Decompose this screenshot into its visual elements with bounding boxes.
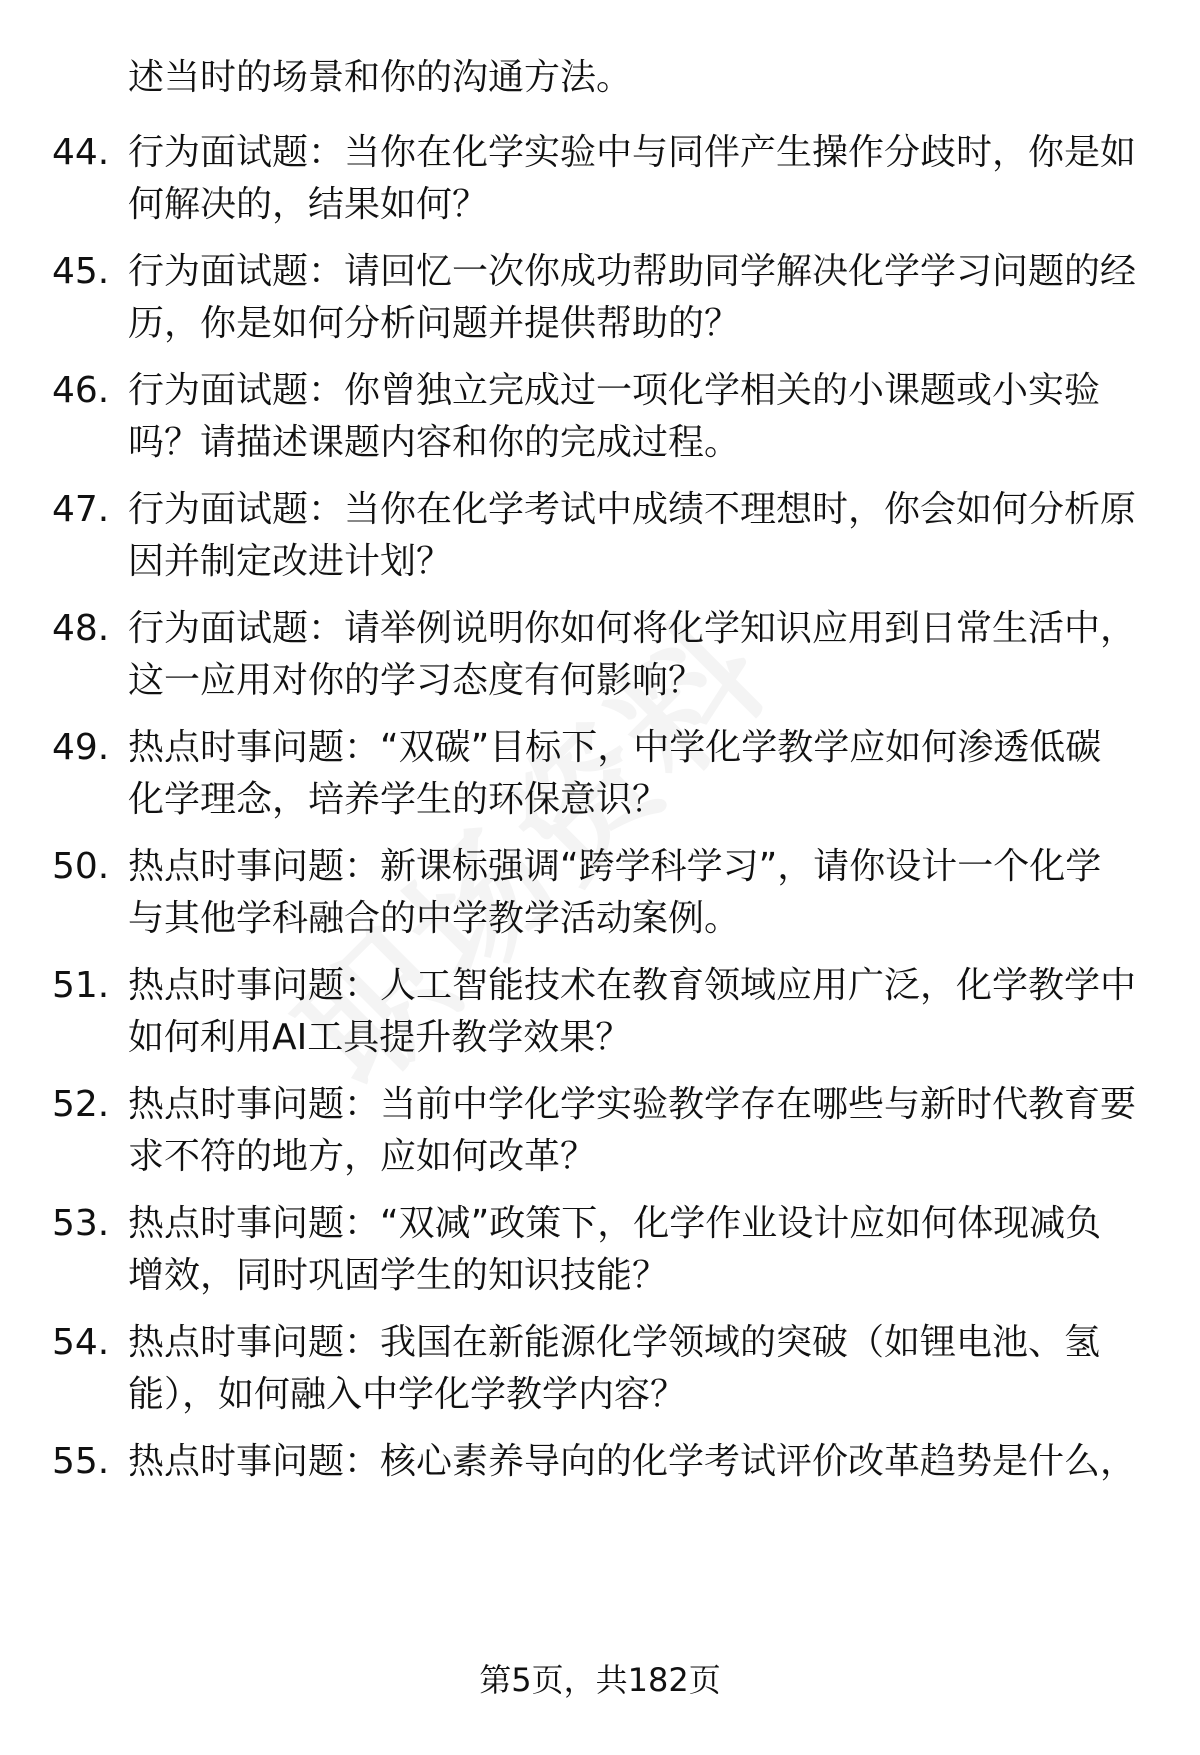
item-number: 54. <box>52 1322 110 1363</box>
item-text: 行为面试题：你曾独立完成过一项化学相关的小课题或小实验 吗？请描述课题内容和你的完成过程。 <box>128 370 1101 463</box>
item-number: 50. <box>52 846 110 887</box>
item-number: 55. <box>52 1441 110 1482</box>
item-number: 52. <box>52 1084 110 1125</box>
item-text: 热点时事问题：“双减”政策下，化学作业设计应如何体现减负 增效，同时巩固学生的知识技能？ <box>128 1203 1102 1296</box>
item-number: 45. <box>52 251 110 292</box>
item-text: 热点时事问题：核心素养导向的化学考试评价改革趋势是什么， <box>128 1441 1137 1482</box>
item-text: 行为面试题：请举例说明你如何将化学知识应用到日常生活中， 这一应用对你的学习态度有何影响？ <box>128 608 1137 701</box>
item-number: 44. <box>52 132 110 173</box>
item-number: 46. <box>52 370 110 411</box>
item-text: 热点时事问题：人工智能技术在教育领域应用广泛，化学教学中 如何利用AI工具提升教学效果？ <box>128 965 1137 1058</box>
continuation-text: 述当时的场景和你的沟通方法。 <box>128 57 633 98</box>
item-number: 47. <box>52 489 110 530</box>
item-text: 行为面试题：当你在化学考试中成绩不理想时，你会如何分析原 因并制定改进计划？ <box>128 489 1137 582</box>
item-number: 48. <box>52 608 110 649</box>
item-number: 51. <box>52 965 110 1006</box>
item-number: 49. <box>52 727 110 768</box>
item-text: 行为面试题：当你在化学实验中与同伴产生操作分歧时，你是如 何解决的，结果如何？ <box>128 132 1137 225</box>
item-text: 热点时事问题：新课标强调“跨学科学习”，请你设计一个化学 与其他学科融合的中学教学活动案例。 <box>128 846 1102 939</box>
item-text: 热点时事问题：“双碳”目标下，中学化学教学应如何渗透低碳 化学理念，培养学生的环保意识？ <box>128 727 1102 820</box>
item-number: 53. <box>52 1203 110 1244</box>
item-text: 热点时事问题：我国在新能源化学领域的突破（如锂电池、氢 能），如何融入中学化学教学内容？ <box>128 1322 1101 1415</box>
item-text: 热点时事问题：当前中学化学实验教学存在哪些与新时代教育要 求不符的地方，应如何改革？ <box>128 1084 1137 1177</box>
item-text: 行为面试题：请回忆一次你成功帮助同学解决化学学习问题的经 历，你是如何分析问题并提供帮助的？ <box>128 251 1137 344</box>
page-number-footer: 第5页，共182页 <box>479 1661 721 1699</box>
